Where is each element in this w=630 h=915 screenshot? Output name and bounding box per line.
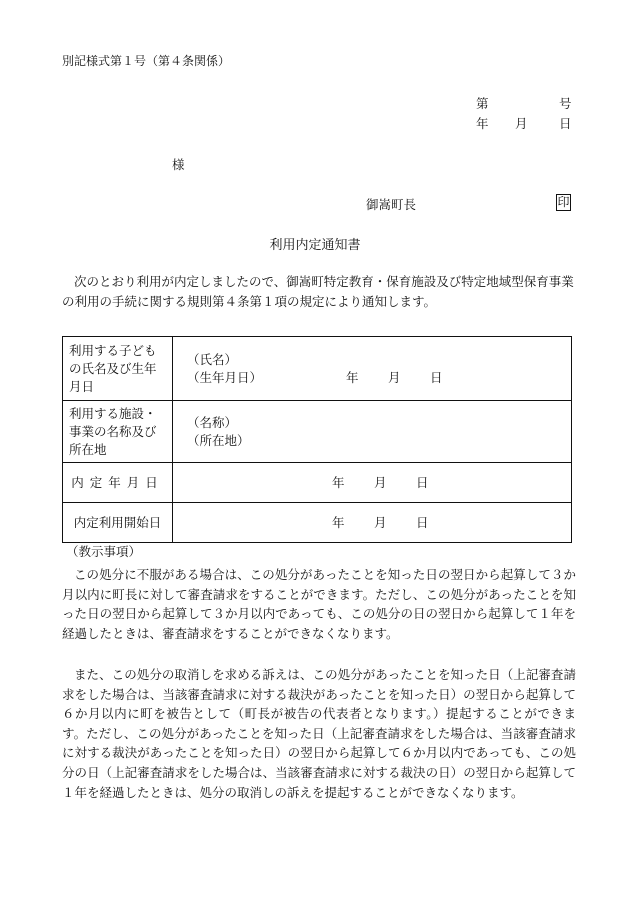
- birthdate-day-label: 日: [430, 369, 443, 385]
- document-title: 利用内定通知書: [269, 238, 361, 253]
- intro-paragraph: 次のとおり利用が内定しましたので、御嵩町特定教育・保育施設及び特定地域型保育事業の利用の手続に関する規則第４条第１項の規定により通知します。: [62, 274, 574, 309]
- form-label: 別記様式第１号（第４条関係）: [62, 54, 231, 68]
- start-day-label: 日: [416, 514, 429, 530]
- value-child-name-birthdate: [173, 337, 572, 401]
- label-decision-date: [63, 463, 173, 503]
- child-name-label: （氏名）: [187, 351, 238, 367]
- document-number-label: 第: [476, 96, 489, 111]
- info-table: [62, 336, 572, 543]
- start-month-label: 月: [374, 514, 387, 530]
- date-day-label: 日: [559, 116, 572, 131]
- birthdate-label: （生年月日）: [187, 369, 263, 385]
- label-start-date: [63, 503, 173, 543]
- table-row-child: [63, 337, 572, 401]
- issuer-name: 御嵩町長: [366, 197, 417, 212]
- document-number-suffix: 号: [559, 96, 572, 111]
- date-month-label: 月: [515, 116, 528, 131]
- notice-heading: （教示事項）: [66, 544, 142, 559]
- notice-paragraph-lawsuit: また、この処分の取消しを求める訴えは、この処分があったことを知った日（上記審査請求をした場合は、当該審査請求に対する裁決があったことを知った日）の翌日から起算して６か月以内に町を被告として（町長が被告の代表者となります。）提起することができます。ただし、この処分があったことを知った日（上記審査請求をした場合は、当該審査請求に対する裁決があったことを知った日）の翌日から起算して６か月以内であっても、この処分の日（上記審査請求をした場合は、当該審査請求に対する裁決の日）の翌日から起算して１年を経過したときは、処分の取消しの訴えを提起することができなくなります。: [62, 667, 576, 800]
- label-child-name-birthdate: 利用する子どもの氏名及び生年月日: [63, 337, 173, 401]
- start-date-label-text: 内定利用開始日: [73, 514, 162, 530]
- label-facility-name-location: 利用する施設・事業の名称及び所在地: [63, 401, 173, 463]
- decision-year-label: 年: [332, 474, 345, 490]
- table-row-facility: [63, 401, 572, 463]
- date-year-label: 年: [476, 116, 489, 131]
- decision-date-label-text: 内定年月日: [71, 474, 164, 490]
- value-facility-name-location: [173, 401, 572, 463]
- value-start-date: [173, 503, 572, 543]
- seal-stamp: 印: [557, 195, 570, 209]
- value-decision-date: [173, 463, 572, 503]
- notice-paragraph-appeal: この処分に不服がある場合は、この処分があったことを知った日の翌日から起算して３か月以内に町長に対して審査請求をすることができます。ただし、この処分があったことを知った日の翌日から起算して３か月以内であっても、この処分の日の翌日から起算して１年を経過したときは、審査請求をすることができなくなります。: [62, 567, 576, 641]
- start-year-label: 年: [332, 514, 345, 530]
- birthdate-year-label: 年: [346, 369, 359, 385]
- decision-day-label: 日: [416, 474, 429, 490]
- birthdate-line: [187, 369, 565, 387]
- addressee-honorific: 様: [172, 157, 185, 172]
- decision-month-label: 月: [374, 474, 387, 490]
- table-row-decision-date: [63, 463, 572, 503]
- facility-name-label: （名称）: [187, 414, 238, 430]
- birthdate-month-label: 月: [388, 369, 401, 385]
- facility-location-label: （所在地）: [187, 432, 250, 448]
- table-row-start-date: [63, 503, 572, 543]
